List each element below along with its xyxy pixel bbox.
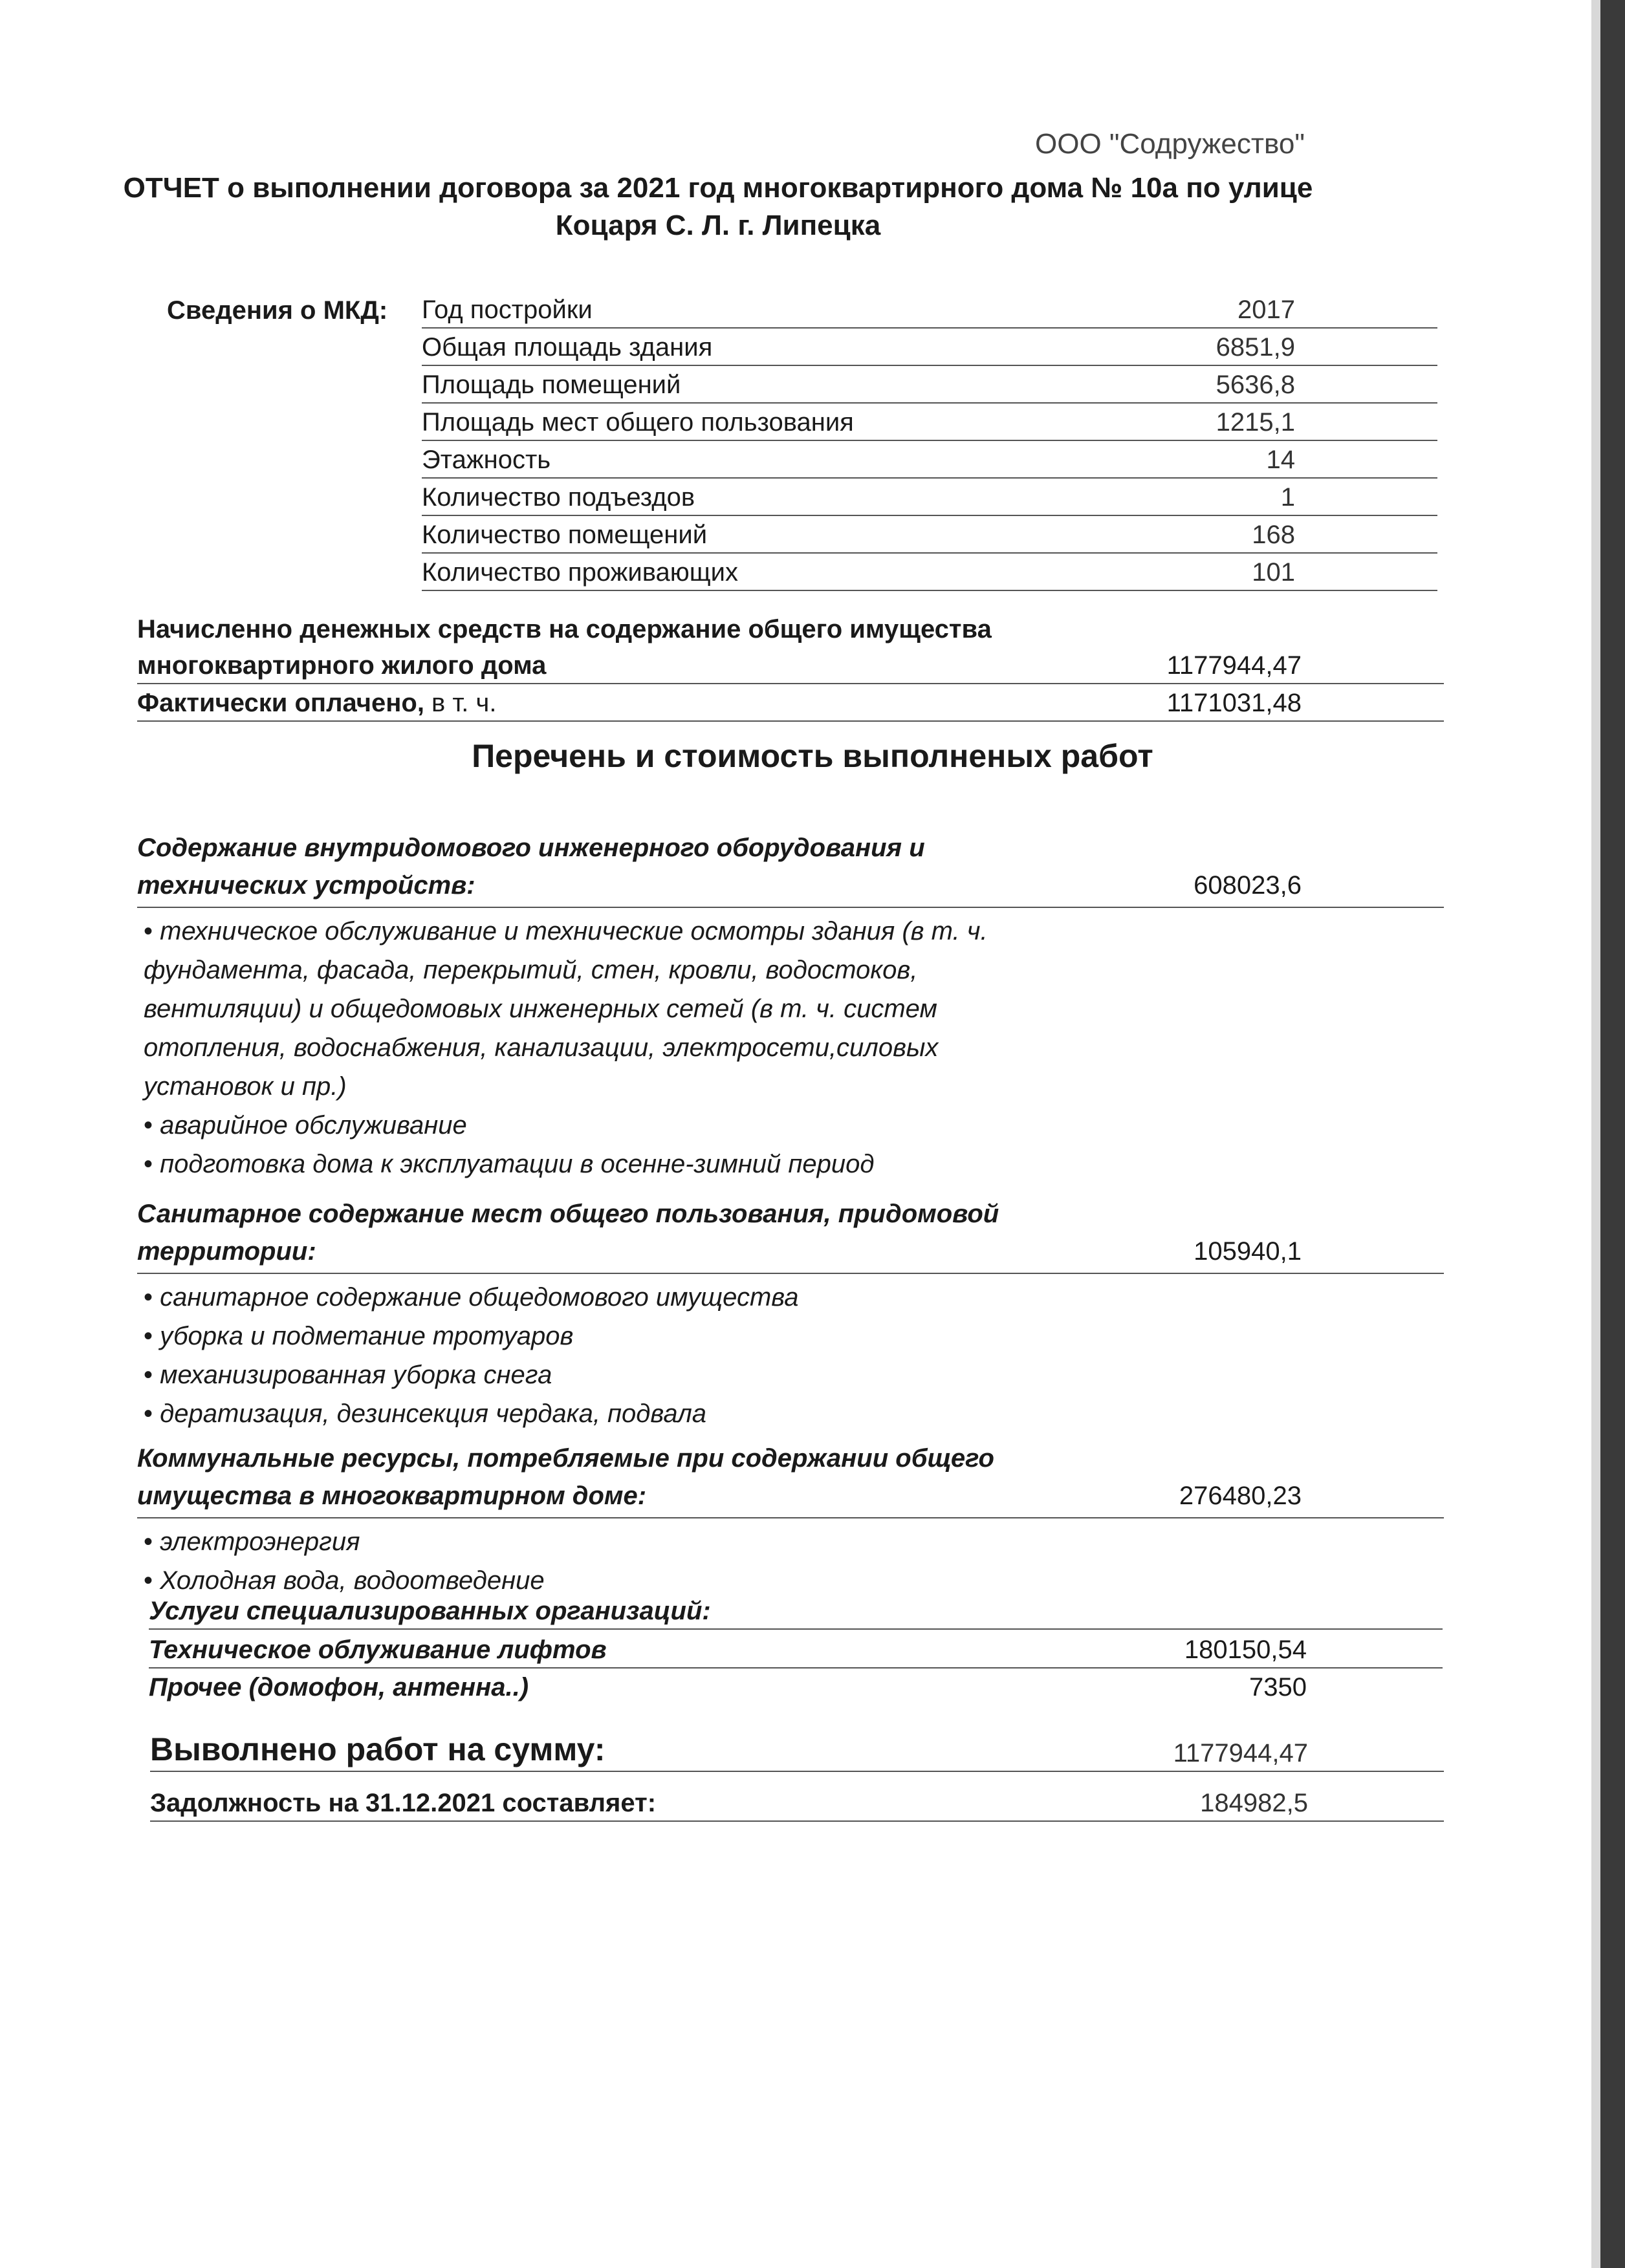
section-value: 608023,6	[1194, 871, 1302, 900]
list-item: • электроэнергия	[137, 1522, 1444, 1561]
mkd-row	[422, 516, 1437, 554]
charged-label-1: Начисленно денежных средств на содержание общего имущества	[137, 615, 992, 643]
mkd-row-name: Год постройки	[422, 296, 593, 324]
section-sanitary	[137, 1195, 1444, 1433]
mkd-row	[422, 404, 1437, 441]
lifts-label: Техническое облуживание лифтов	[149, 1636, 607, 1664]
section-title-text: имущества в многоквартирном доме:	[137, 1482, 647, 1510]
total-debt-value: 184982,5	[1200, 1789, 1308, 1817]
works-title: Перечень и стоимость выполненых работ	[472, 738, 1153, 774]
paid-label-bold: Фактически оплачено,	[137, 689, 424, 717]
other-label: Прочее (домофон, антенна..)	[149, 1673, 529, 1701]
total-done-line	[150, 1731, 1444, 1772]
mkd-row-name: Этажность	[422, 446, 551, 474]
mkd-info-table	[422, 291, 1437, 591]
section-utilities	[137, 1440, 1444, 1600]
mkd-row-value: 2017	[1238, 296, 1295, 324]
services-title: Услуги специализированных организаций:	[149, 1597, 711, 1625]
charged-label-line-1	[137, 609, 1444, 647]
scan-edge-shadow	[1591, 0, 1600, 2268]
section-title-line-2	[137, 867, 1444, 908]
charged-block	[137, 609, 1444, 722]
services-block	[149, 1592, 1443, 1705]
mkd-row	[422, 291, 1437, 329]
mkd-row-value: 6851,9	[1216, 333, 1295, 362]
section-title-text: технических устройств:	[137, 871, 475, 900]
other-value: 7350	[1249, 1673, 1307, 1701]
list-item: • санитарное содержание общедомового имущества	[137, 1278, 1444, 1317]
total-done-value: 1177944,47	[1173, 1739, 1308, 1767]
section-title-line-1: Коммунальные ресурсы, потребляемые при содержании общего	[137, 1444, 994, 1473]
total-debt-line	[150, 1789, 1444, 1822]
list-item: • техническое обслуживание и технические осмотры здания (в т. ч. фундамента, фасада, перекрытий, стен, кровли, водостоков, вентиляции) и общедомовых инженерных сетей (в т. ч. систем отопления, водоснабжения, канализации, электросети,силовых установок и пр.)	[137, 912, 1075, 1106]
charged-line	[137, 647, 1444, 684]
list-item: • подготовка дома к эксплуатации в осенне-зимний период	[137, 1145, 1444, 1183]
paid-label-rest: в т. ч.	[424, 689, 497, 717]
mkd-row-value: 101	[1252, 558, 1295, 587]
list-item: • дератизация, дезинсекция чердака, подвала	[137, 1394, 1444, 1433]
lifts-value: 180150,54	[1184, 1636, 1307, 1664]
paid-value: 1171031,48	[1166, 689, 1302, 717]
report-title-line-1: ОТЧЕТ о выполнении договора за 2021 год многоквартирного дома № 10а по улице	[123, 172, 1313, 204]
mkd-row-value: 5636,8	[1216, 371, 1295, 399]
section-title-line-2	[137, 1477, 1444, 1518]
mkd-row-name: Количество проживающих	[422, 558, 739, 587]
mkd-row-name: Количество подъездов	[422, 483, 695, 512]
section-value: 276480,23	[1179, 1482, 1302, 1510]
section-title-line-1: Санитарное содержание мест общего пользования, придомовой	[137, 1200, 999, 1228]
mkd-row	[422, 329, 1437, 366]
mkd-row-value: 14	[1266, 446, 1295, 474]
mkd-row-name: Площадь мест общего пользования	[422, 408, 854, 437]
mkd-row-value: 1	[1280, 483, 1295, 512]
total-debt-label: Задолжность на 31.12.2021 составляет:	[150, 1789, 657, 1817]
mkd-row	[422, 441, 1437, 479]
list-item: • механизированная уборка снега	[137, 1355, 1444, 1394]
mkd-info-label: Сведения о МКД:	[167, 296, 388, 325]
list-item: • уборка и подметание тротуаров	[137, 1317, 1444, 1355]
total-done	[150, 1731, 1444, 1772]
paid-line	[137, 684, 1444, 722]
mkd-row-name: Площадь помещений	[422, 371, 681, 399]
mkd-row	[422, 366, 1437, 404]
services-title-line	[149, 1592, 1443, 1630]
charged-value: 1177944,47	[1166, 651, 1302, 680]
section-title-text: территории:	[137, 1237, 316, 1266]
charged-label-2: многоквартирного жилого дома	[137, 651, 547, 680]
section-title-line-1: Содержание внутридомового инженерного оборудования и	[137, 834, 925, 862]
mkd-row-value: 1215,1	[1216, 408, 1295, 437]
paid-label	[137, 689, 496, 718]
section-value: 105940,1	[1194, 1237, 1302, 1266]
mkd-row-name: Общая площадь здания	[422, 333, 713, 362]
section-title-line-2	[137, 1233, 1444, 1274]
section-maintenance	[137, 829, 1444, 1183]
report-title-line-2: Коцаря С. Л. г. Липецка	[555, 210, 881, 241]
list-item: • аварийное обслуживание	[137, 1106, 1444, 1145]
total-done-label: Выволнено работ на сумму:	[150, 1731, 605, 1767]
mkd-row-value: 168	[1252, 521, 1295, 549]
organization-name: ООО "Содружество"	[1035, 128, 1305, 160]
list-item: • Холодная вода, водоотведение	[137, 1561, 1444, 1600]
other-line	[149, 1667, 1443, 1705]
scan-edge	[1600, 0, 1625, 2268]
lifts-line	[149, 1630, 1443, 1667]
total-debt	[150, 1789, 1444, 1822]
mkd-row	[422, 554, 1437, 591]
mkd-row-name: Количество помещений	[422, 521, 708, 549]
mkd-row	[422, 479, 1437, 516]
